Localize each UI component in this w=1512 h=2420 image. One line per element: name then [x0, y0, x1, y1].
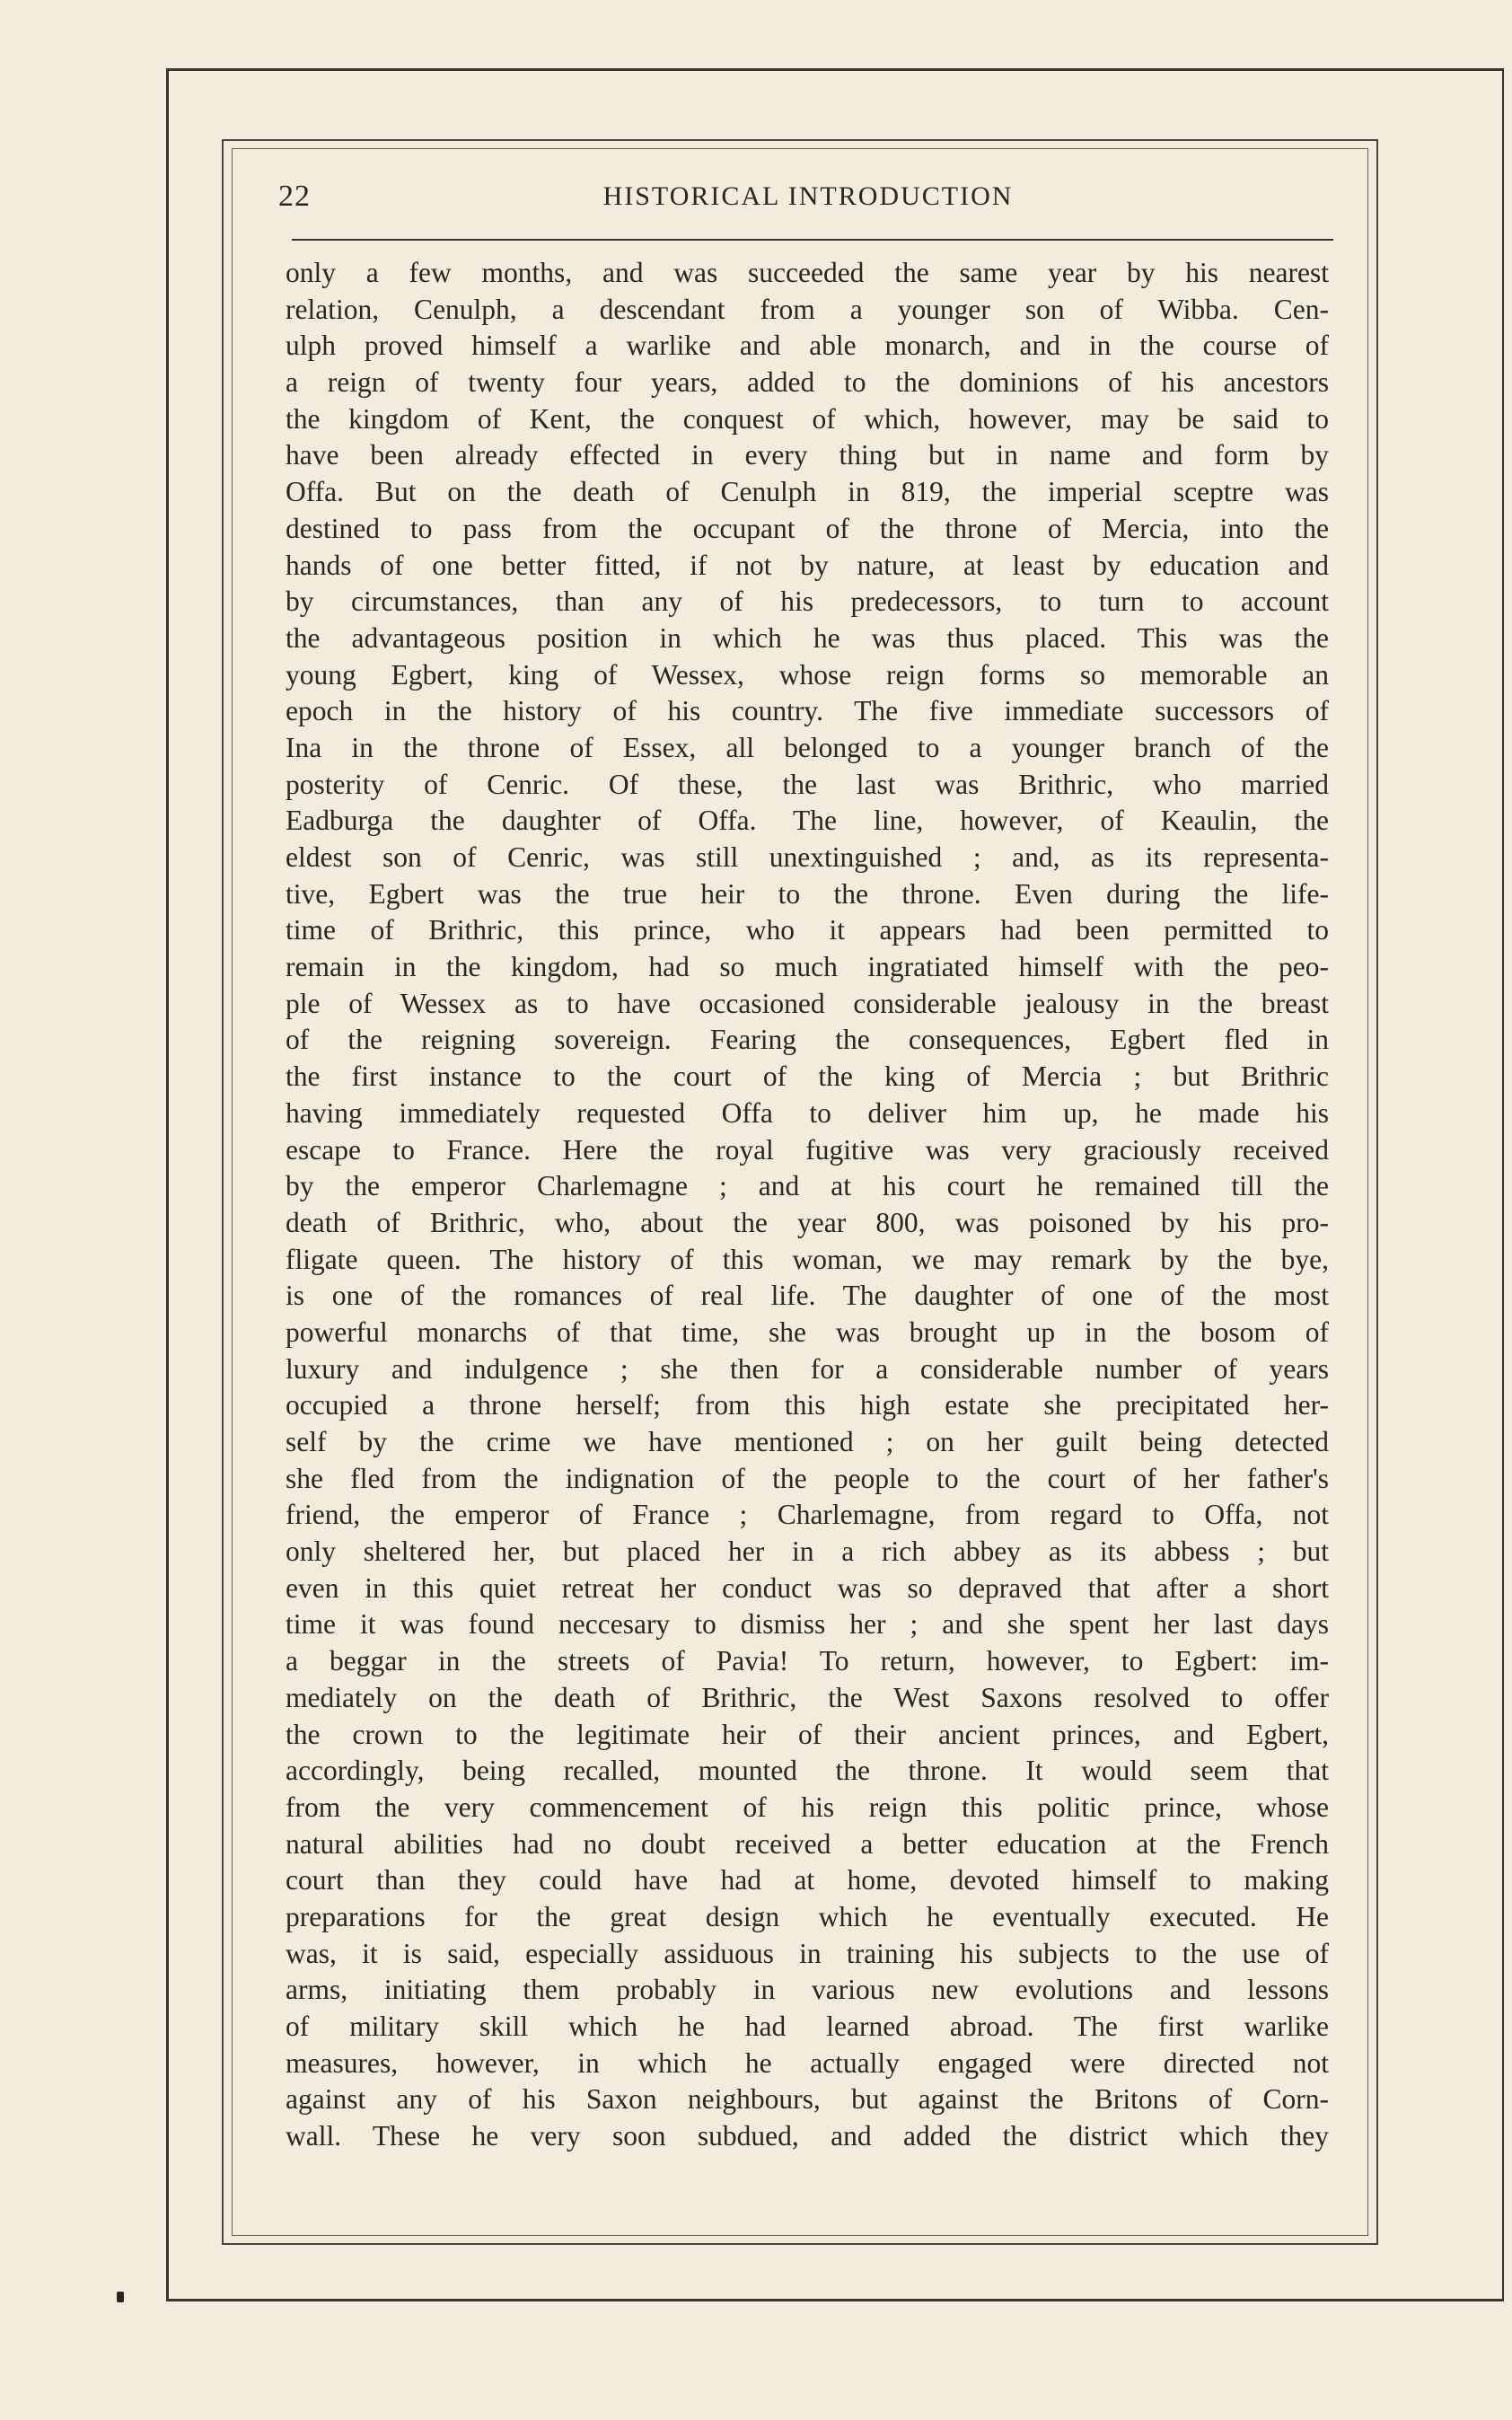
- running-head: HISTORICAL INTRODUCTION: [602, 181, 1014, 211]
- text-line: court than they could have had at home, devoted himself to making: [286, 1864, 1329, 1896]
- text-line: remain in the kingdom, had so much ingratiated himself with the peo-: [286, 951, 1329, 983]
- text-line: escape to France. Here the royal fugitive was very graciously received: [286, 1133, 1329, 1166]
- text-line: by circumstances, than any of his predecessors, to turn to account: [286, 585, 1329, 618]
- text-line: measures, however, in which he actually engaged were directed not: [286, 2046, 1329, 2079]
- margin-ink-mark: [117, 2292, 124, 2302]
- text-line: posterity of Cenric. Of these, the last was Brithric, who married: [286, 768, 1329, 800]
- text-line: a reign of twenty four years, added to the dominions of his ancestors: [286, 366, 1329, 399]
- text-line: fligate queen. The history of this woman, we may remark by the bye,: [286, 1243, 1329, 1275]
- text-line: is one of the romances of real life. The daughter of one of the most: [286, 1280, 1329, 1312]
- text-line: luxury and indulgence ; she then for a considerable number of years: [286, 1352, 1329, 1385]
- text-line: the kingdom of Kent, the conquest of which, however, may be said to: [286, 402, 1329, 435]
- text-line: against any of his Saxon neighbours, but against the Britons of Corn-: [286, 2083, 1329, 2116]
- page-number: 22: [278, 180, 311, 213]
- text-line: wall. These he very soon subdued, and added the district which they: [286, 2120, 1329, 2152]
- text-line: epoch in the history of his country. The five immediate successors of: [286, 695, 1329, 727]
- text-line: have been already effected in every thing but in name and form by: [286, 439, 1329, 471]
- text-line: was, it is said, especially assiduous in training his subjects to the use of: [286, 1937, 1329, 1969]
- text-line: the first instance to the court of the king of Mercia ; but Brithric: [286, 1060, 1329, 1093]
- header-rule: [292, 239, 1333, 241]
- text-line: the crown to the legitimate heir of their ancient princes, and Egbert,: [286, 1718, 1329, 1750]
- text-line: the advantageous position in which he was thus placed. This was the: [286, 621, 1329, 654]
- text-line: self by the crime we have mentioned ; on her guilt being detected: [286, 1426, 1329, 1457]
- text-line: natural abilities had no doubt received a better education at the French: [286, 1827, 1329, 1860]
- text-line: young Egbert, king of Wessex, whose reign forms so memorable an: [286, 658, 1329, 691]
- text-line: hands of one better fitted, if not by nature, at least by education and: [286, 549, 1329, 581]
- text-line: ulph proved himself a warlike and able monarch, and in the course of: [286, 330, 1329, 362]
- text-line: time of Brithric, this prince, who it appears had been permitted to: [286, 914, 1329, 946]
- text-line: mediately on the death of Brithric, the West Saxons resolved to offer: [286, 1681, 1329, 1713]
- body-text: [286, 255, 1329, 2155]
- text-line: friend, the emperor of France ; Charlemagne, from regard to Offa, not: [286, 1499, 1329, 1531]
- text-line: relation, Cenulph, a descendant from a younger son of Wibba. Cen-: [286, 293, 1329, 325]
- text-line: having immediately requested Offa to deliver him up, he made his: [286, 1096, 1329, 1129]
- text-line: time it was found neccesary to dismiss her ; and she spent her last days: [286, 1608, 1329, 1641]
- text-line: tive, Egbert was the true heir to the throne. Even during the life-: [286, 877, 1329, 910]
- text-line: Ina in the throne of Essex, all belonged to a younger branch of the: [286, 731, 1329, 763]
- text-line: eldest son of Cenric, was still unextinguished ; and, as its representa-: [286, 841, 1329, 873]
- text-line: ple of Wessex as to have occasioned considerable jealousy in the breast: [286, 987, 1329, 1019]
- text-line: of military skill which he had learned abroad. The first warlike: [286, 2011, 1329, 2042]
- text-line: she fled from the indignation of the people to the court of her father's: [286, 1462, 1329, 1494]
- text-line: only sheltered her, but placed her in a rich abbey as its abbess ; but: [286, 1536, 1329, 1568]
- text-line: from the very commencement of his reign this politic prince, whose: [286, 1791, 1329, 1823]
- text-line: accordingly, being recalled, mounted the throne. It would seem that: [286, 1755, 1329, 1787]
- text-line: by the emperor Charlemagne ; and at his court he remained till the: [286, 1170, 1329, 1202]
- text-line: Offa. But on the death of Cenulph in 819, the imperial sceptre was: [286, 476, 1329, 508]
- text-line: preparations for the great design which he eventually executed. He: [286, 1900, 1329, 1932]
- text-line: of the reigning sovereign. Fearing the consequences, Egbert fled in: [286, 1024, 1329, 1056]
- page-header: [278, 180, 1338, 224]
- text-line: arms, initiating them probably in various new evolutions and lessons: [286, 1974, 1329, 2006]
- text-line: occupied a throne herself; from this high estate she precipitated her-: [286, 1389, 1329, 1421]
- text-line: death of Brithric, who, about the year 800, was poisoned by his pro-: [286, 1206, 1329, 1238]
- text-line: Eadburga the daughter of Offa. The line, however, of Keaulin, the: [286, 805, 1329, 837]
- text-line: destined to pass from the occupant of the throne of Mercia, into the: [286, 512, 1329, 544]
- text-line: powerful monarchs of that time, she was brought up in the bosom of: [286, 1316, 1329, 1348]
- text-line: only a few months, and was succeeded the same year by his nearest: [286, 257, 1329, 288]
- text-line: a beggar in the streets of Pavia! To return, however, to Egbert: im-: [286, 1645, 1329, 1677]
- text-line: even in this quiet retreat her conduct was so depraved that after a short: [286, 1571, 1329, 1604]
